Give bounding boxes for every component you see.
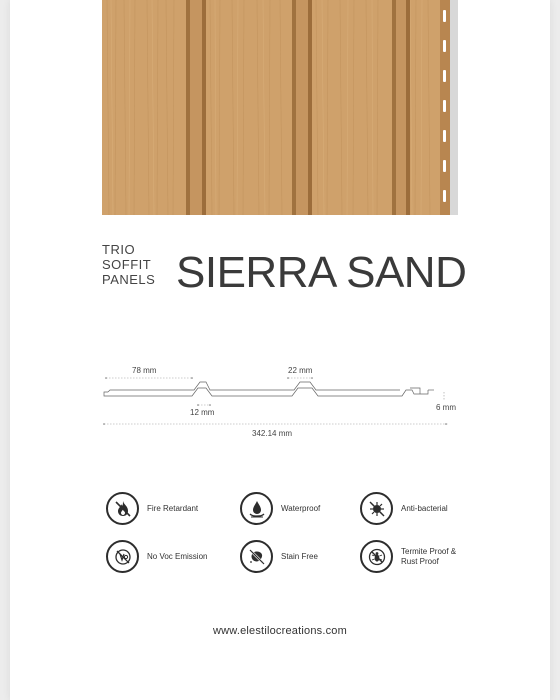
feature-label-line-1: Termite Proof & <box>401 546 457 556</box>
website-link[interactable]: www.elestilocreations.com <box>213 625 347 637</box>
feature-label-line-2: Rust Proof <box>401 556 439 566</box>
termite-icon <box>360 540 393 573</box>
stain-free-icon <box>240 540 273 573</box>
dim-rib-width: 78 mm <box>132 366 157 375</box>
fire-icon <box>106 492 139 525</box>
feature-fire-retardant <box>106 492 198 525</box>
no-voc-icon <box>106 540 139 573</box>
series-line-2: SOFFIT <box>102 257 152 272</box>
feature-stain-free <box>240 540 318 573</box>
series-label <box>102 242 182 287</box>
dim-groove-top: 22 mm <box>288 366 313 375</box>
feature-label: Stain Free <box>281 551 318 561</box>
series-line-1: TRIO <box>102 242 136 257</box>
feature-anti-bacterial <box>360 492 448 525</box>
feature-label: Fire Retardant <box>147 503 199 513</box>
feature-label <box>401 547 456 567</box>
dim-groove-bottom: 12 mm <box>190 408 215 417</box>
dim-total-width: 342.14 mm <box>252 429 293 438</box>
feature-label: No Voc Emission <box>147 551 208 561</box>
dim-thickness: 6 mm <box>436 403 456 412</box>
water-drop-icon <box>240 492 273 525</box>
profile-diagram <box>102 358 456 448</box>
product-name: SIERRA SAND <box>176 248 467 297</box>
feature-no-voc <box>106 540 207 573</box>
series-line-3: PANELS <box>102 272 156 287</box>
panel-photo <box>102 0 458 215</box>
feature-label: Anti-bacterial <box>401 503 448 513</box>
feature-label: Waterproof <box>281 503 321 513</box>
product-sheet <box>10 0 550 700</box>
feature-waterproof <box>240 492 320 525</box>
wood-texture <box>102 0 458 215</box>
feature-termite-rust <box>360 540 456 573</box>
bacteria-icon <box>360 492 393 525</box>
